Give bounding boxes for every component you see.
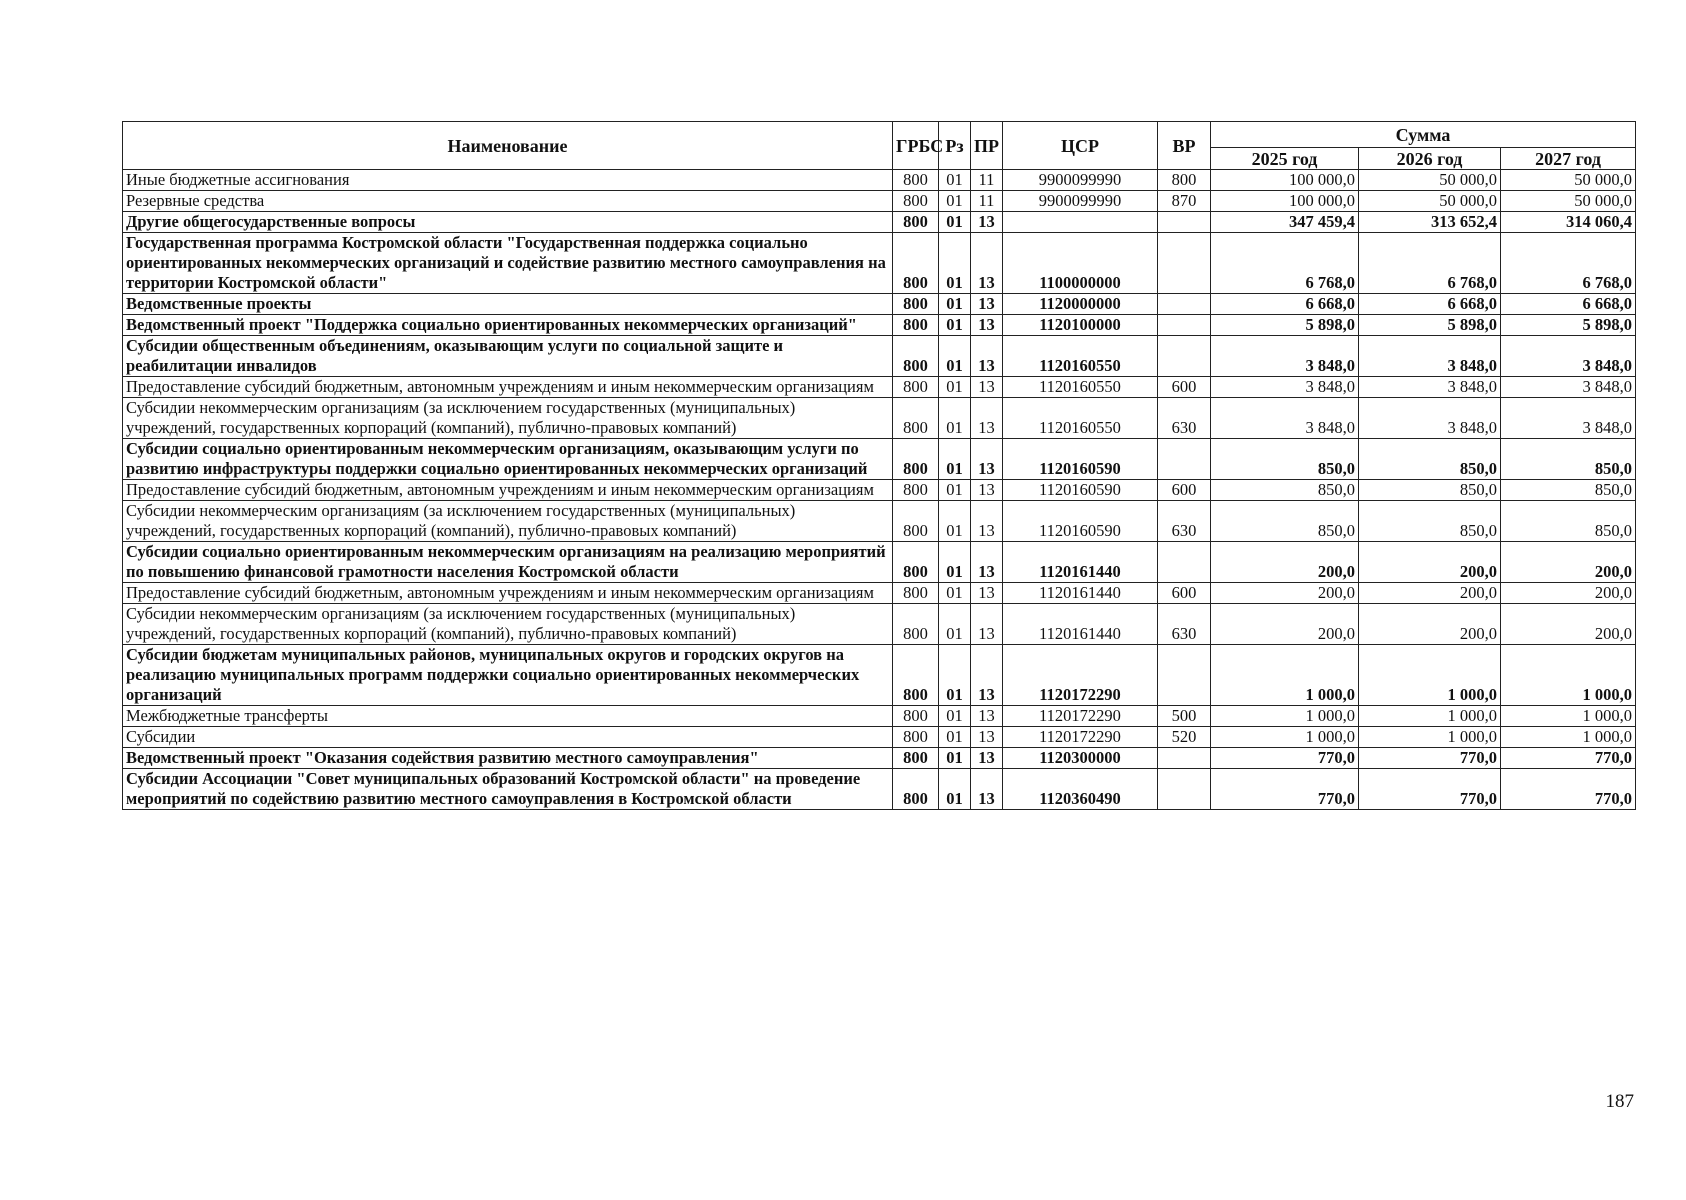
cell-name: Субсидии социально ориентированным некоммерческим организациям, оказывающим услуги по развитию инфраструктуры поддержки социально ориентированных некоммерческих организаций	[123, 439, 893, 480]
cell-sum-2026: 3 848,0	[1359, 377, 1501, 398]
cell-sum-2025: 200,0	[1211, 542, 1359, 583]
cell-csr: 1120160550	[1003, 336, 1158, 377]
cell-csr: 1120360490	[1003, 769, 1158, 810]
cell-csr: 1120160550	[1003, 377, 1158, 398]
cell-sum-2025: 850,0	[1211, 501, 1359, 542]
cell-sum-2027: 1 000,0	[1501, 645, 1636, 706]
table-row	[123, 170, 1636, 191]
cell-grbs: 800	[893, 212, 939, 233]
cell-sum-2026: 313 652,4	[1359, 212, 1501, 233]
cell-pr: 13	[971, 583, 1003, 604]
cell-rz: 01	[939, 604, 971, 645]
cell-csr	[1003, 212, 1158, 233]
cell-grbs: 800	[893, 336, 939, 377]
cell-rz: 01	[939, 398, 971, 439]
cell-name: Субсидии бюджетам муниципальных районов, муниципальных округов и городских округов на реализацию муниципальных программ поддержки социально ориентированных некоммерческих организаций	[123, 645, 893, 706]
cell-sum-2026: 200,0	[1359, 542, 1501, 583]
table-row	[123, 377, 1636, 398]
cell-sum-2027: 3 848,0	[1501, 398, 1636, 439]
table-row	[123, 501, 1636, 542]
cell-sum-2026: 6 668,0	[1359, 294, 1501, 315]
cell-vr	[1158, 542, 1211, 583]
cell-rz: 01	[939, 315, 971, 336]
cell-grbs: 800	[893, 233, 939, 294]
cell-pr: 13	[971, 542, 1003, 583]
cell-sum-2025: 770,0	[1211, 748, 1359, 769]
cell-sum-2025: 3 848,0	[1211, 377, 1359, 398]
cell-name: Резервные средства	[123, 191, 893, 212]
cell-sum-2025: 200,0	[1211, 583, 1359, 604]
cell-sum-2027: 1 000,0	[1501, 727, 1636, 748]
cell-sum-2027: 5 898,0	[1501, 315, 1636, 336]
header-sum: Сумма	[1211, 122, 1636, 148]
cell-grbs: 800	[893, 542, 939, 583]
cell-sum-2025: 1 000,0	[1211, 645, 1359, 706]
cell-sum-2027: 200,0	[1501, 583, 1636, 604]
cell-pr: 11	[971, 170, 1003, 191]
cell-rz: 01	[939, 336, 971, 377]
cell-name: Субсидии	[123, 727, 893, 748]
cell-vr: 500	[1158, 706, 1211, 727]
cell-sum-2027: 200,0	[1501, 542, 1636, 583]
cell-grbs: 800	[893, 294, 939, 315]
cell-vr	[1158, 439, 1211, 480]
cell-grbs: 800	[893, 604, 939, 645]
cell-grbs: 800	[893, 480, 939, 501]
cell-rz: 01	[939, 294, 971, 315]
cell-sum-2027: 50 000,0	[1501, 170, 1636, 191]
cell-csr: 1120161440	[1003, 542, 1158, 583]
cell-csr: 1120161440	[1003, 604, 1158, 645]
cell-csr: 1120161440	[1003, 583, 1158, 604]
table-row	[123, 542, 1636, 583]
cell-pr: 13	[971, 748, 1003, 769]
cell-pr: 11	[971, 191, 1003, 212]
cell-vr	[1158, 294, 1211, 315]
cell-name: Ведомственный проект "Поддержка социально ориентированных некоммерческих организаций"	[123, 315, 893, 336]
cell-vr: 630	[1158, 398, 1211, 439]
cell-sum-2026: 3 848,0	[1359, 398, 1501, 439]
cell-sum-2025: 770,0	[1211, 769, 1359, 810]
header-name: Наименование	[123, 122, 893, 170]
cell-grbs: 800	[893, 727, 939, 748]
cell-rz: 01	[939, 727, 971, 748]
cell-rz: 01	[939, 480, 971, 501]
cell-vr	[1158, 769, 1211, 810]
cell-sum-2027: 6 768,0	[1501, 233, 1636, 294]
cell-sum-2025: 100 000,0	[1211, 170, 1359, 191]
page-number: 187	[1605, 1091, 1634, 1112]
cell-name: Предоставление субсидий бюджетным, автономным учреждениям и иным некоммерческим организациям	[123, 583, 893, 604]
cell-sum-2027: 50 000,0	[1501, 191, 1636, 212]
cell-rz: 01	[939, 769, 971, 810]
cell-vr	[1158, 212, 1211, 233]
cell-grbs: 800	[893, 645, 939, 706]
cell-rz: 01	[939, 645, 971, 706]
cell-sum-2026: 200,0	[1359, 604, 1501, 645]
cell-csr: 9900099990	[1003, 191, 1158, 212]
cell-vr: 600	[1158, 480, 1211, 501]
cell-sum-2025: 100 000,0	[1211, 191, 1359, 212]
cell-vr	[1158, 315, 1211, 336]
cell-pr: 13	[971, 706, 1003, 727]
cell-sum-2026: 850,0	[1359, 501, 1501, 542]
table-row	[123, 769, 1636, 810]
cell-sum-2027: 850,0	[1501, 439, 1636, 480]
cell-rz: 01	[939, 170, 971, 191]
cell-sum-2027: 770,0	[1501, 769, 1636, 810]
cell-pr: 13	[971, 439, 1003, 480]
cell-vr	[1158, 748, 1211, 769]
cell-name: Субсидии общественным объединениям, оказывающим услуги по социальной защите и реабилитации инвалидов	[123, 336, 893, 377]
cell-sum-2026: 770,0	[1359, 748, 1501, 769]
cell-rz: 01	[939, 583, 971, 604]
cell-pr: 13	[971, 377, 1003, 398]
cell-csr: 1120172290	[1003, 706, 1158, 727]
cell-sum-2025: 6 668,0	[1211, 294, 1359, 315]
cell-sum-2027: 3 848,0	[1501, 377, 1636, 398]
cell-vr: 800	[1158, 170, 1211, 191]
cell-name: Ведомственный проект "Оказания содействия развитию местного самоуправления"	[123, 748, 893, 769]
cell-grbs: 800	[893, 583, 939, 604]
cell-grbs: 800	[893, 501, 939, 542]
cell-csr: 1120160590	[1003, 480, 1158, 501]
cell-pr: 13	[971, 769, 1003, 810]
cell-rz: 01	[939, 233, 971, 294]
cell-csr: 9900099990	[1003, 170, 1158, 191]
cell-pr: 13	[971, 294, 1003, 315]
table-row	[123, 645, 1636, 706]
cell-grbs: 800	[893, 748, 939, 769]
cell-rz: 01	[939, 377, 971, 398]
cell-csr: 1100000000	[1003, 233, 1158, 294]
cell-grbs: 800	[893, 439, 939, 480]
cell-name: Субсидии некоммерческим организациям (за исключением государственных (муниципальных) учреждений, государственных корпораций (компаний), публично-правовых компаний)	[123, 398, 893, 439]
cell-vr: 630	[1158, 604, 1211, 645]
cell-csr: 1120172290	[1003, 645, 1158, 706]
cell-csr: 1120160550	[1003, 398, 1158, 439]
cell-grbs: 800	[893, 769, 939, 810]
table-row	[123, 706, 1636, 727]
cell-csr: 1120160590	[1003, 439, 1158, 480]
cell-vr	[1158, 645, 1211, 706]
cell-sum-2027: 6 668,0	[1501, 294, 1636, 315]
table-row	[123, 439, 1636, 480]
cell-name: Государственная программа Костромской области "Государственная поддержка социально ориентированных некоммерческих организаций и содействие развитию местного самоуправления на территории Костромской области"	[123, 233, 893, 294]
cell-sum-2026: 5 898,0	[1359, 315, 1501, 336]
cell-grbs: 800	[893, 170, 939, 191]
cell-sum-2027: 850,0	[1501, 480, 1636, 501]
budget-table	[122, 121, 1636, 810]
cell-sum-2026: 50 000,0	[1359, 191, 1501, 212]
cell-rz: 01	[939, 706, 971, 727]
cell-csr: 1120172290	[1003, 727, 1158, 748]
header-year-2025: 2025 год	[1211, 148, 1359, 170]
cell-sum-2025: 347 459,4	[1211, 212, 1359, 233]
cell-rz: 01	[939, 542, 971, 583]
cell-vr	[1158, 233, 1211, 294]
cell-pr: 13	[971, 233, 1003, 294]
cell-rz: 01	[939, 191, 971, 212]
cell-pr: 13	[971, 727, 1003, 748]
table-row	[123, 315, 1636, 336]
table-row	[123, 336, 1636, 377]
cell-sum-2025: 5 898,0	[1211, 315, 1359, 336]
cell-name: Субсидии некоммерческим организациям (за исключением государственных (муниципальных) учреждений, государственных корпораций (компаний), публично-правовых компаний)	[123, 604, 893, 645]
table-body	[123, 170, 1636, 810]
cell-csr: 1120000000	[1003, 294, 1158, 315]
cell-pr: 13	[971, 212, 1003, 233]
cell-rz: 01	[939, 439, 971, 480]
cell-pr: 13	[971, 398, 1003, 439]
cell-grbs: 800	[893, 315, 939, 336]
cell-sum-2026: 3 848,0	[1359, 336, 1501, 377]
cell-sum-2026: 1 000,0	[1359, 706, 1501, 727]
table-row	[123, 604, 1636, 645]
cell-name: Иные бюджетные ассигнования	[123, 170, 893, 191]
table-row	[123, 727, 1636, 748]
cell-grbs: 800	[893, 377, 939, 398]
cell-rz: 01	[939, 501, 971, 542]
cell-sum-2027: 314 060,4	[1501, 212, 1636, 233]
cell-pr: 13	[971, 604, 1003, 645]
cell-sum-2026: 50 000,0	[1359, 170, 1501, 191]
cell-sum-2025: 1 000,0	[1211, 727, 1359, 748]
cell-vr: 600	[1158, 377, 1211, 398]
cell-grbs: 800	[893, 191, 939, 212]
cell-pr: 13	[971, 315, 1003, 336]
table-row	[123, 212, 1636, 233]
cell-sum-2026: 850,0	[1359, 439, 1501, 480]
cell-grbs: 800	[893, 706, 939, 727]
cell-pr: 13	[971, 336, 1003, 377]
cell-name: Другие общегосударственные вопросы	[123, 212, 893, 233]
cell-csr: 1120160590	[1003, 501, 1158, 542]
table-row	[123, 480, 1636, 501]
cell-sum-2025: 3 848,0	[1211, 336, 1359, 377]
cell-sum-2027: 850,0	[1501, 501, 1636, 542]
cell-vr: 870	[1158, 191, 1211, 212]
cell-vr: 520	[1158, 727, 1211, 748]
cell-sum-2025: 200,0	[1211, 604, 1359, 645]
cell-pr: 13	[971, 501, 1003, 542]
cell-name: Ведомственные проекты	[123, 294, 893, 315]
table-row	[123, 294, 1636, 315]
cell-rz: 01	[939, 212, 971, 233]
cell-csr: 1120100000	[1003, 315, 1158, 336]
table-row	[123, 748, 1636, 769]
cell-pr: 13	[971, 480, 1003, 501]
cell-sum-2026: 1 000,0	[1359, 727, 1501, 748]
header-csr: ЦСР	[1003, 122, 1158, 170]
cell-sum-2026: 1 000,0	[1359, 645, 1501, 706]
table-row	[123, 233, 1636, 294]
header-pr: ПР	[971, 122, 1003, 170]
cell-sum-2026: 850,0	[1359, 480, 1501, 501]
cell-name: Субсидии Ассоциации "Совет муниципальных образований Костромской области" на проведение мероприятий по содействию развитию местного самоуправления в Костромской области	[123, 769, 893, 810]
cell-name: Субсидии некоммерческим организациям (за исключением государственных (муниципальных) учреждений, государственных корпораций (компаний), публично-правовых компаний)	[123, 501, 893, 542]
table-row	[123, 191, 1636, 212]
cell-vr: 600	[1158, 583, 1211, 604]
header-year-2027: 2027 год	[1501, 148, 1636, 170]
cell-vr: 630	[1158, 501, 1211, 542]
cell-name: Предоставление субсидий бюджетным, автономным учреждениям и иным некоммерческим организациям	[123, 377, 893, 398]
cell-sum-2025: 6 768,0	[1211, 233, 1359, 294]
cell-sum-2025: 850,0	[1211, 480, 1359, 501]
header-grbs: ГРБС	[893, 122, 939, 170]
table-header	[123, 122, 1636, 170]
cell-sum-2025: 3 848,0	[1211, 398, 1359, 439]
cell-sum-2027: 200,0	[1501, 604, 1636, 645]
cell-grbs: 800	[893, 398, 939, 439]
cell-sum-2026: 770,0	[1359, 769, 1501, 810]
cell-name: Субсидии социально ориентированным некоммерческим организациям на реализацию мероприятий по повышению финансовой грамотности населения Костромской области	[123, 542, 893, 583]
cell-sum-2027: 1 000,0	[1501, 706, 1636, 727]
cell-name: Межбюджетные трансферты	[123, 706, 893, 727]
cell-name: Предоставление субсидий бюджетным, автономным учреждениям и иным некоммерческим организациям	[123, 480, 893, 501]
cell-csr: 1120300000	[1003, 748, 1158, 769]
cell-vr	[1158, 336, 1211, 377]
cell-sum-2025: 850,0	[1211, 439, 1359, 480]
header-rz: Рз	[939, 122, 971, 170]
header-year-2026: 2026 год	[1359, 148, 1501, 170]
header-vr: ВР	[1158, 122, 1211, 170]
table-row	[123, 583, 1636, 604]
cell-sum-2027: 3 848,0	[1501, 336, 1636, 377]
cell-sum-2026: 200,0	[1359, 583, 1501, 604]
cell-sum-2025: 1 000,0	[1211, 706, 1359, 727]
cell-pr: 13	[971, 645, 1003, 706]
cell-sum-2026: 6 768,0	[1359, 233, 1501, 294]
cell-rz: 01	[939, 748, 971, 769]
table-row	[123, 398, 1636, 439]
cell-sum-2027: 770,0	[1501, 748, 1636, 769]
